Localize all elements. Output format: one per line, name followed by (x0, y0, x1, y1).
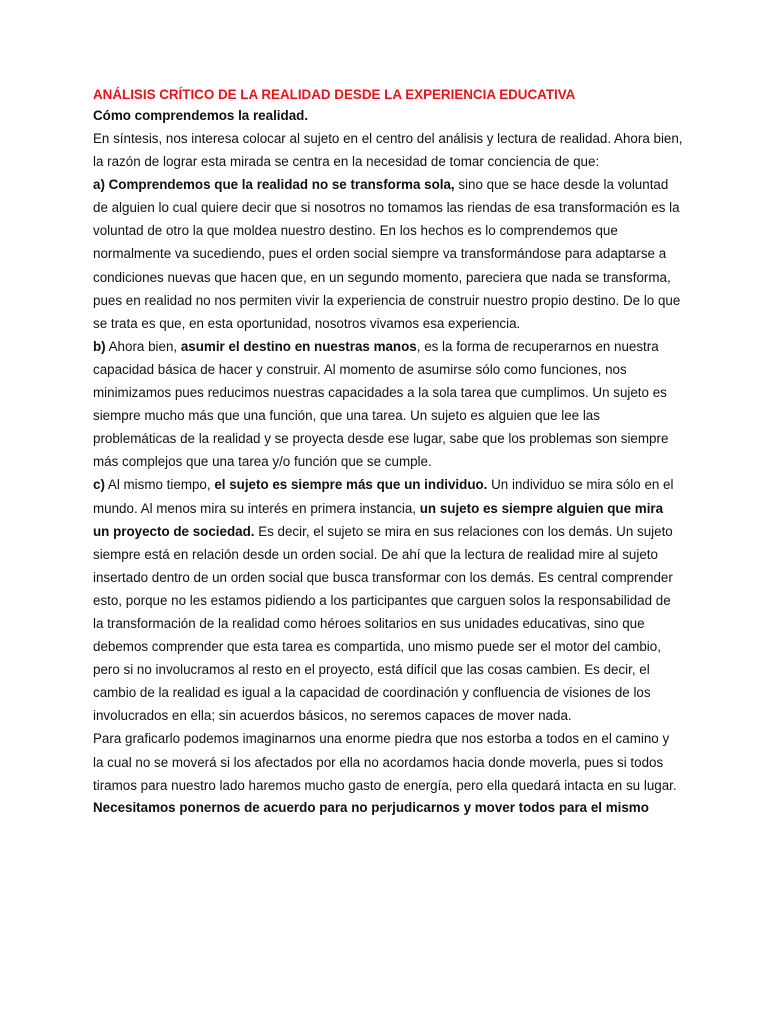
point-c-paragraph (93, 473, 683, 727)
document-title: ANÁLISIS CRÍTICO DE LA REALIDAD DESDE LA EXPERIENCIA EDUCATIVA (93, 87, 576, 102)
point-c-text-1: Al mismo tiempo, (104, 477, 215, 493)
point-c-bold-1: el sujeto es siempre más que un individuo. (214, 477, 488, 493)
point-b-text-2: , es la forma de recuperarnos en nuestra capacidad básica de hacer y construir. Al momento de asumirse sólo como funciones, nos minimizamos pues reducimos nuestras capacidades a la sola tarea que cumplimos. Un sujeto es siempre mucho más que una función, que una tarea. Un sujeto es alguien que lee las problemáticas de la realidad y se proyecta desde ese lugar, sabe que los problemas son siempre más complejos que una tarea y/o función que se cumple. (93, 338, 669, 470)
intro-paragraph: En síntesis, nos interesa colocar al sujeto en el centro del análisis y lectura de realidad. Ahora bien, la razón de lograr esta mirada se centra en la necesidad de tomar conciencia de que: (93, 131, 683, 170)
point-a-marker: a) Comprendemos que la realidad no se transforma sola, (93, 177, 455, 193)
point-c-text-2: Un individuo se mira sólo en el mundo. Al menos mira su interés en primera instancia, (93, 477, 674, 516)
point-b-paragraph (93, 335, 683, 474)
point-a-paragraph (93, 173, 683, 335)
point-b-bold-1: asumir el destino en nuestras manos (180, 338, 417, 354)
section-subtitle: Cómo comprendemos la realidad. (93, 108, 309, 123)
analogy-paragraph: Para graficarlo podemos imaginarnos una enorme piedra que nos estorba a todos en el camino y la cual no se moverá si los afectados por ella no acordamos hacia donde moverla, pues si todos tiramos para nuestro lado haremos mucho gasto de energía, pero ella quedará intacta en su lugar. (93, 731, 677, 793)
point-b-marker: b) (93, 338, 106, 354)
point-a-text: sino que se hace desde la voluntad de alguien lo cual quiere decir que si nosotros no tomamos las riendas de esa transformación es la voluntad de otro la que moldea nuestro destino. En los hechos es lo comprendemos que normalmente va sucediendo, pues el orden social siempre va transformándose para adaptarse a condiciones nuevas que hacen que, en un segundo momento, pareciera que nada se transforma, pues en realidad no nos permiten vivir la experiencia de construir nuestro propio destino. De lo que se trata es que, en esta oportunidad, nosotros vivamos esa experiencia. (93, 177, 681, 331)
point-c-text-3: Es decir, el sujeto se mira en sus relaciones con los demás. Un sujeto siempre está en relación desde un orden social. De ahí que la lectura de realidad mire al sujeto insertado dentro de un orden social que busca transformar con los demás. Es central comprender esto, porque no les estamos pidiendo a los participantes que carguen solos la responsabilidad de la transformación de la realidad como héroes solitarios en sus unidades educativas, sino que debemos comprender que esta tarea es compartida, uno mismo puede ser el motor del cambio, pero si no involucramos al resto en el proyecto, está difícil que las cosas cambien. Es decir, el cambio de la realidad es igual a la capacidad de coordinación y confluencia de visiones de los involucrados en ella; sin acuerdos básicos, no seremos capaces de mover nada. (93, 523, 673, 724)
point-b-text-1: Ahora bien, (105, 338, 181, 354)
document-page (93, 84, 683, 819)
point-c-bold-2: un sujeto es siempre alguien que mira un proyecto de sociedad. (93, 500, 664, 539)
closing-statement: Necesitamos ponernos de acuerdo para no perjudicarnos y mover todos para el mismo (93, 799, 649, 815)
point-c-marker: c) (93, 477, 105, 493)
